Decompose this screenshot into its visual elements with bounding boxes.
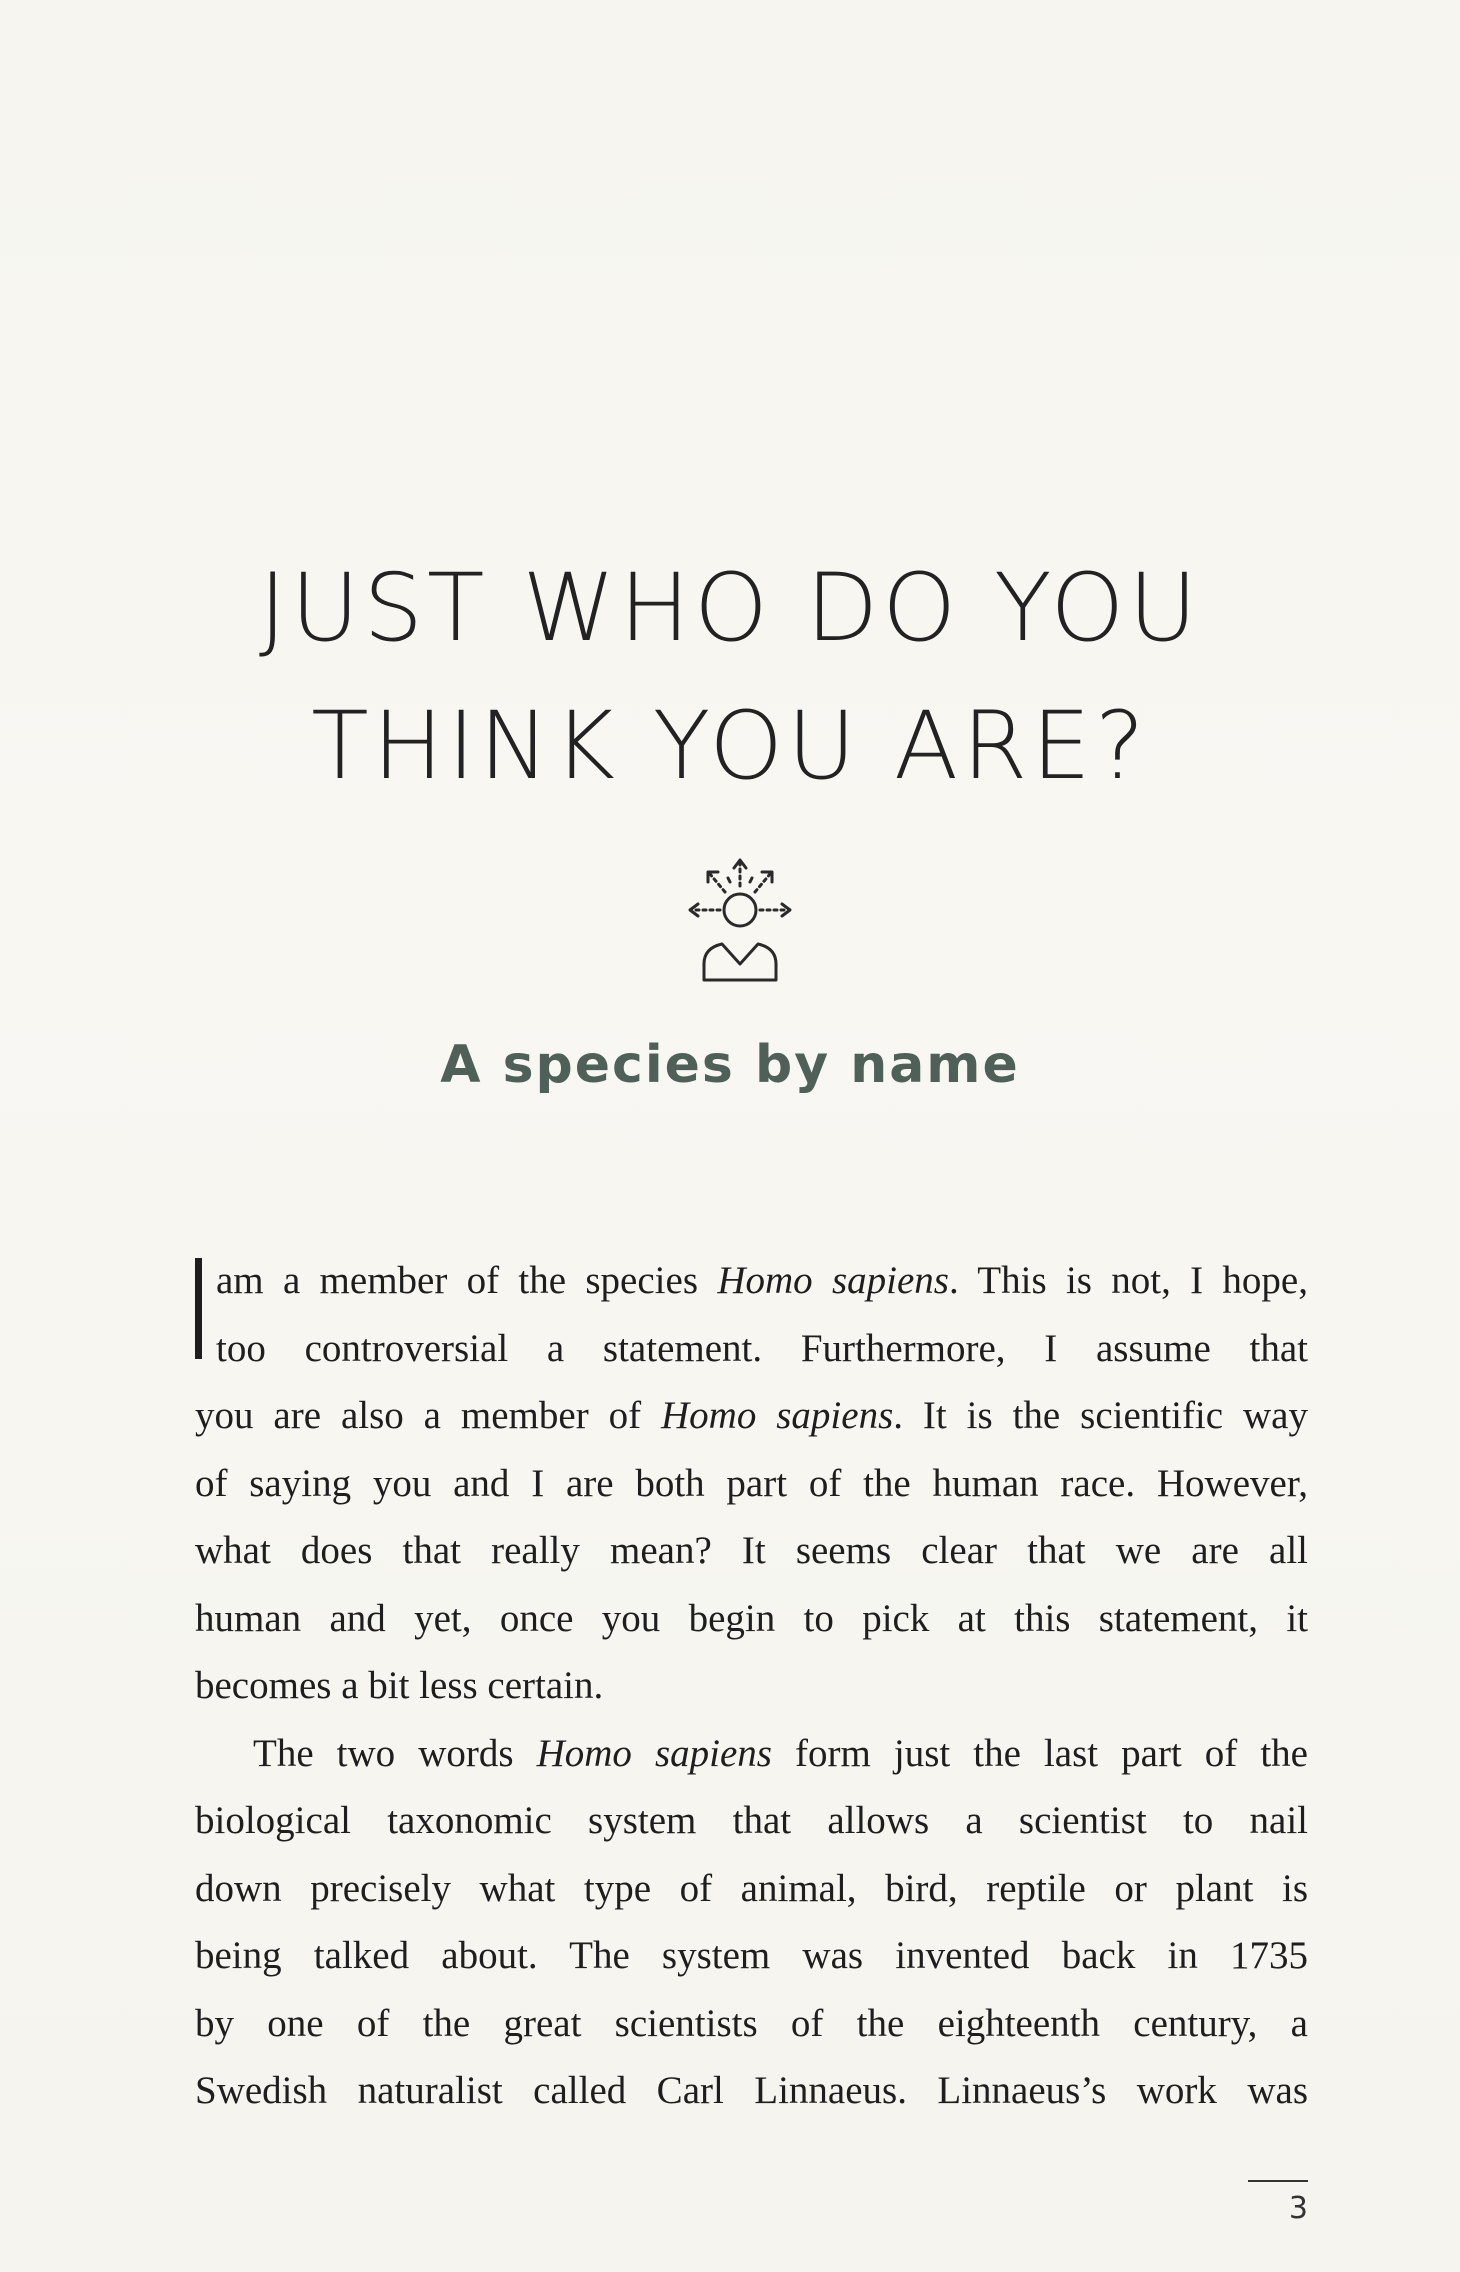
paragraph-2-line-1: The two words Homo sapiens form just the last part of the (253, 1731, 1308, 1775)
paragraph-1-line-4: of saying you and I are both part of the human race. However, (195, 1461, 1308, 1505)
body-text (195, 1247, 1308, 2125)
paragraph-1-line-2: too controversial a statement. Furthermore, I assume that (216, 1326, 1308, 1370)
page-number: 3 (1288, 2191, 1308, 2226)
person-thinking-arrows-icon (678, 848, 802, 988)
chapter-title-line-2: THINK YOU ARE? (311, 692, 1149, 801)
paragraph-2 (195, 1720, 1308, 2125)
paragraph-1-line-6: human and yet, once you begin to pick at this statement, it (195, 1596, 1308, 1640)
paragraph-2-line-6: Swedish naturalist called Carl Linnaeus. Linnaeus’s work was (195, 2069, 1308, 2112)
paragraph-2-line-4: being talked about. The system was invented back in 1735 (195, 1934, 1308, 1977)
chapter-title (140, 540, 1320, 816)
paragraph-1 (195, 1247, 1308, 1720)
paragraph-1-line-1: am a member of the species Homo sapiens. This is not, I hope, (216, 1259, 1308, 1302)
folio-rule (1248, 2180, 1308, 2182)
chapter-title-line-1: JUST WHO DO YOU (258, 554, 1202, 663)
paragraph-2-line-3: down precisely what type of animal, bird, reptile or plant is (195, 1866, 1308, 1910)
paragraph-2-line-5: by one of the great scientists of the eighteenth century, a (195, 2001, 1308, 2045)
paragraph-1-line-7: becomes a bit less certain. (195, 1664, 604, 1707)
paragraph-1-line-3: you are also a member of Homo sapiens. It is the scientific way (195, 1394, 1308, 1437)
paragraph-1-line-5: what does that really mean? It seems clear that we are all (195, 1529, 1308, 1572)
paragraph-2-line-2: biological taxonomic system that allows a scientist to nail (195, 1799, 1308, 1842)
section-title: A species by name (440, 1035, 1020, 1095)
